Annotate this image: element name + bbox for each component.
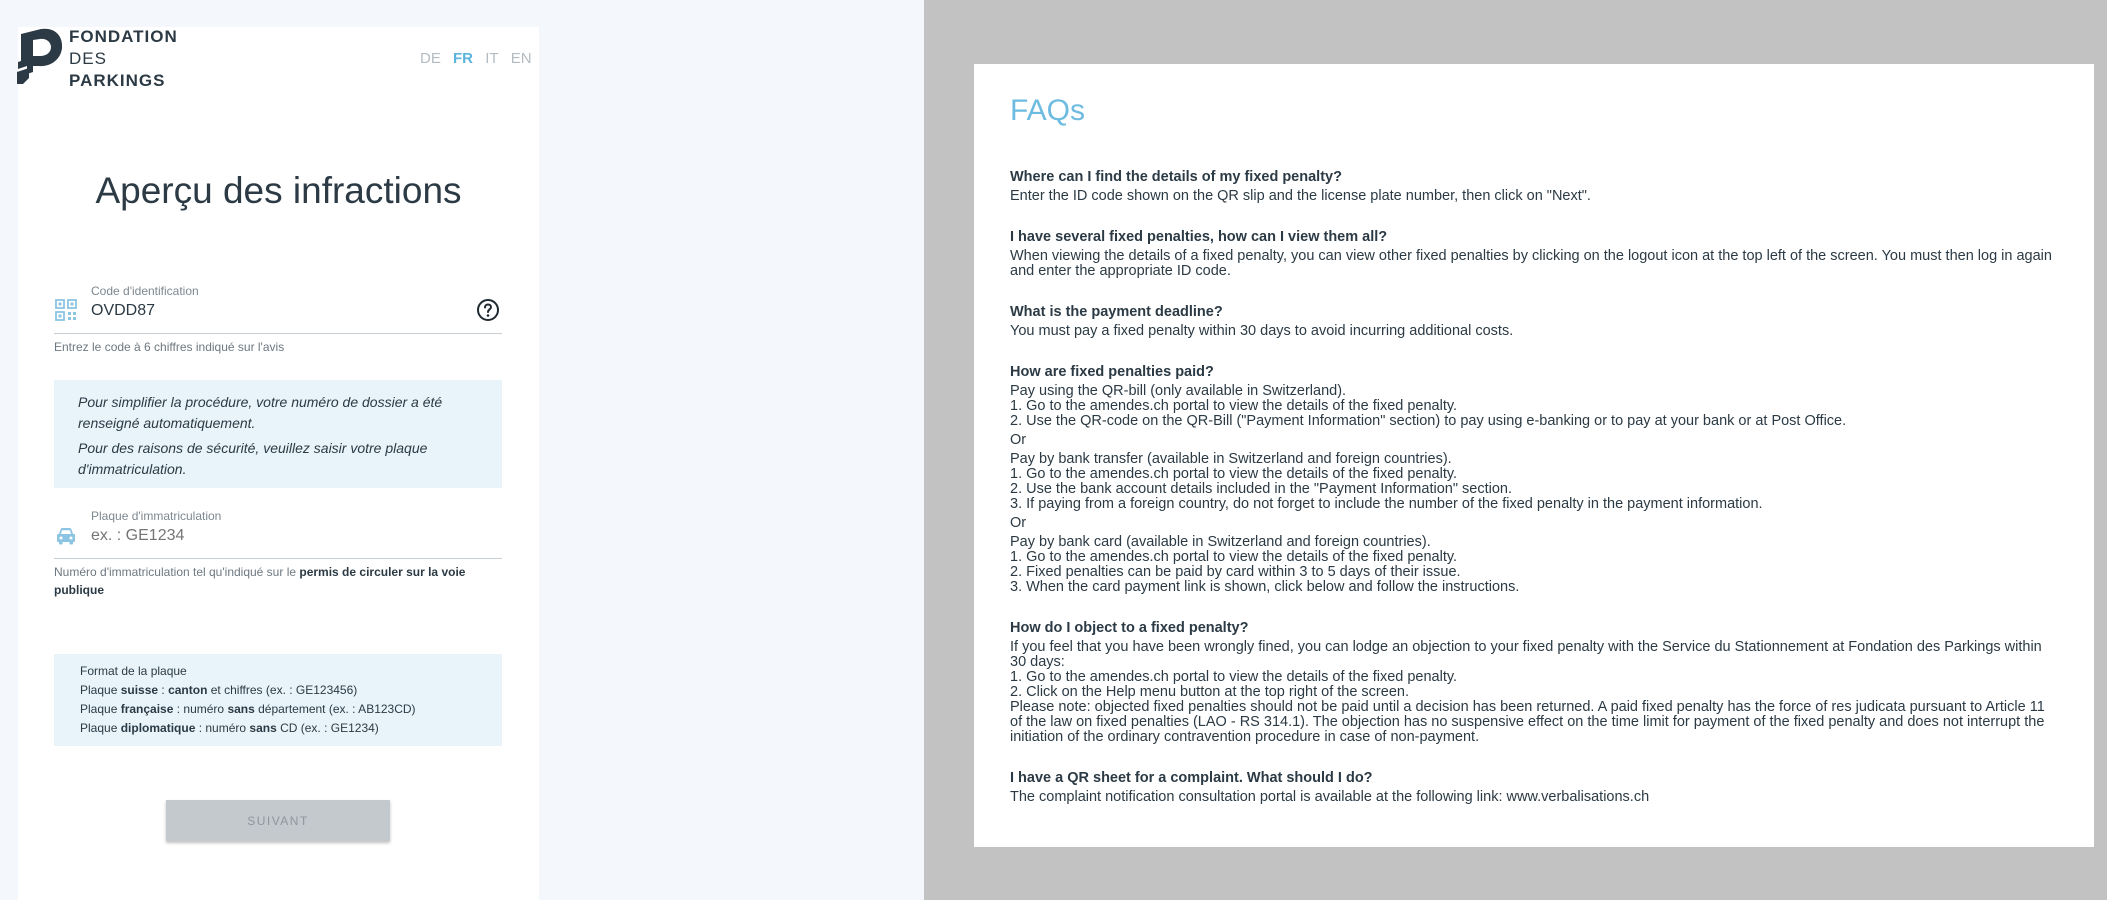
license-plate-hint — [54, 563, 502, 599]
faq-question: Where can I find the details of my fixed penalty? — [1010, 169, 1342, 185]
faq-answer-line: When viewing the details of a fixed penalty, you can view other fixed penalties by clicking on the logout icon at the top left of the screen. You must then log in again and enter the appropriate ID code. — [1010, 248, 2052, 279]
id-code-input[interactable] — [91, 302, 441, 320]
lang-it[interactable]: IT — [485, 50, 499, 67]
lang-fr[interactable]: FR — [453, 50, 474, 67]
faq-answer — [1010, 324, 2058, 339]
id-code-hint: Entrez le code à 6 chiffres indiqué sur l'avis — [54, 340, 285, 354]
faq-question: How are fixed penalties paid? — [1010, 364, 1214, 380]
faq-answer-line: Pay by bank card (available in Switzerland and foreign countries). — [1010, 534, 1431, 550]
faq-item — [1010, 771, 2058, 805]
auto-fill-info-line-1: Pour simplifier la procédure, votre numéro de dossier a été renseigné automatiquement. — [78, 394, 443, 431]
faq-item — [1010, 621, 2058, 745]
faq-question: I have several fixed penalties, how can I view them all? — [1010, 229, 1388, 245]
faq-question: I have a QR sheet for a complaint. What should I do? — [1010, 770, 1373, 786]
lang-de[interactable]: DE — [420, 50, 441, 67]
faq-answer — [1010, 790, 2058, 805]
faq-answer-line: Or — [1010, 515, 1027, 531]
logo-line-3: PARKINGS — [69, 71, 166, 90]
license-plate-hint-text: Numéro d'immatriculation tel qu'indiqué sur le — [54, 565, 300, 579]
faq-answer-line: 2. Use the QR-code on the QR-Bill ("Payment Information" section) to pay using e-banking or to pay at your bank or at Post Office. — [1010, 413, 1847, 429]
faq-answer-line: Enter the ID code shown on the QR slip and the license plate number, then click on "Next". — [1010, 188, 1591, 204]
faq-question: How do I object to a fixed penalty? — [1010, 620, 1249, 636]
faq-item — [1010, 230, 2058, 279]
logo — [15, 26, 185, 90]
plate-format-diplomatic: Plaque diplomatique : numéro sans CD (ex. : GE1234) — [80, 721, 379, 735]
help-icon[interactable] — [476, 298, 500, 322]
auto-fill-info-line-2: Pour des raisons de sécurité, veuillez saisir votre plaque d'immatriculation. — [78, 440, 428, 477]
faq-answer-line: 2. Use the bank account details included in the "Payment Information" section. — [1010, 481, 1512, 497]
faq-answer-line: Pay by bank transfer (available in Switzerland and foreign countries). — [1010, 451, 1452, 467]
faq-answer-line: The complaint notification consultation portal is available at the following link: www.verbalisations.ch — [1010, 789, 1650, 805]
faq-answer-line: 1. Go to the amendes.ch portal to view the details of the fixed penalty. — [1010, 549, 1458, 565]
logo-line-1: FONDATION — [69, 27, 178, 46]
id-code-field — [54, 280, 502, 334]
faq-answer — [1010, 640, 2058, 745]
qr-code-icon — [54, 298, 78, 322]
faq-answer-line: Pay using the QR-bill (only available in Switzerland). — [1010, 383, 1347, 399]
license-plate-field — [54, 505, 502, 559]
faq-answer-line: 3. When the card payment link is shown, click below and follow the instructions. — [1010, 579, 1520, 595]
faq-answer-line: 1. Go to the amendes.ch portal to view the details of the fixed penalty. — [1010, 398, 1458, 414]
faq-item — [1010, 170, 2058, 204]
faq-list — [1010, 170, 2058, 805]
license-plate-label: Plaque d'immatriculation — [91, 509, 222, 523]
faq-answer-line: If you feel that you have been wrongly fined, you can lodge an objection to your fixed penalty with the Service du Stationnement at Fondation des Parkings within 30 days: — [1010, 639, 2042, 670]
faq-item — [1010, 305, 2058, 339]
language-switcher — [420, 50, 540, 67]
faq-answer-line: You must pay a fixed penalty within 30 days to avoid incurring additional costs. — [1010, 323, 1514, 339]
plate-format-swiss: Plaque suisse : canton et chiffres (ex. : GE123456) — [80, 683, 358, 697]
faq-question: What is the payment deadline? — [1010, 304, 1223, 320]
faq-answer — [1010, 249, 2058, 279]
license-plate-input[interactable] — [91, 527, 441, 545]
page-title: Aperçu des infractions — [95, 170, 462, 211]
faq-answer-line: 1. Go to the amendes.ch portal to view the details of the fixed penalty. — [1010, 466, 1458, 482]
plate-format-french: Plaque française : numéro sans département (ex. : AB123CD) — [80, 702, 416, 716]
id-code-label: Code d'identification — [91, 284, 199, 298]
auto-fill-info-box — [54, 380, 502, 488]
logo-line-2: DES — [69, 49, 107, 68]
faq-title: FAQs — [1010, 94, 1086, 127]
faq-answer-line: Please note: objected fixed penalties should not be paid until a decision has been returned. A paid fixed penalty has the force of res judicata pursuant to Article 11 of the law on fixed penalties (LAO - RS 314.1). The objection has no suspensive effect on the time limit for payment of the fixed penalty and does not interrupt the initiation of the ordinary contravention procedure in case of non-payment. — [1010, 699, 2045, 745]
faq-answer-line: 2. Fixed penalties can be paid by card within 3 to 5 days of their issue. — [1010, 564, 1461, 580]
faq-answer — [1010, 384, 2058, 595]
faq-answer-line: 1. Go to the amendes.ch portal to view the details of the fixed penalty. — [1010, 669, 1458, 685]
faq-answer-line: 3. If paying from a foreign country, do not forget to include the number of the fixed penalty in the payment information. — [1010, 496, 1763, 512]
faq-answer — [1010, 189, 2058, 204]
car-icon — [54, 523, 78, 547]
faq-answer-line: Or — [1010, 432, 1027, 448]
lang-en[interactable]: EN — [510, 50, 532, 67]
next-button[interactable]: SUIVANT — [166, 800, 390, 841]
logo-p-icon — [15, 26, 63, 86]
faq-answer-line: 2. Click on the Help menu button at the top right of the screen. — [1010, 684, 1409, 700]
plate-format-info-box — [54, 654, 502, 746]
plate-format-title: Format de la plaque — [80, 664, 187, 678]
license-plate-hint-bold: permis de circuler sur la voie publique — [54, 565, 466, 597]
faq-item — [1010, 365, 2058, 595]
faq-dialog — [974, 64, 2094, 847]
